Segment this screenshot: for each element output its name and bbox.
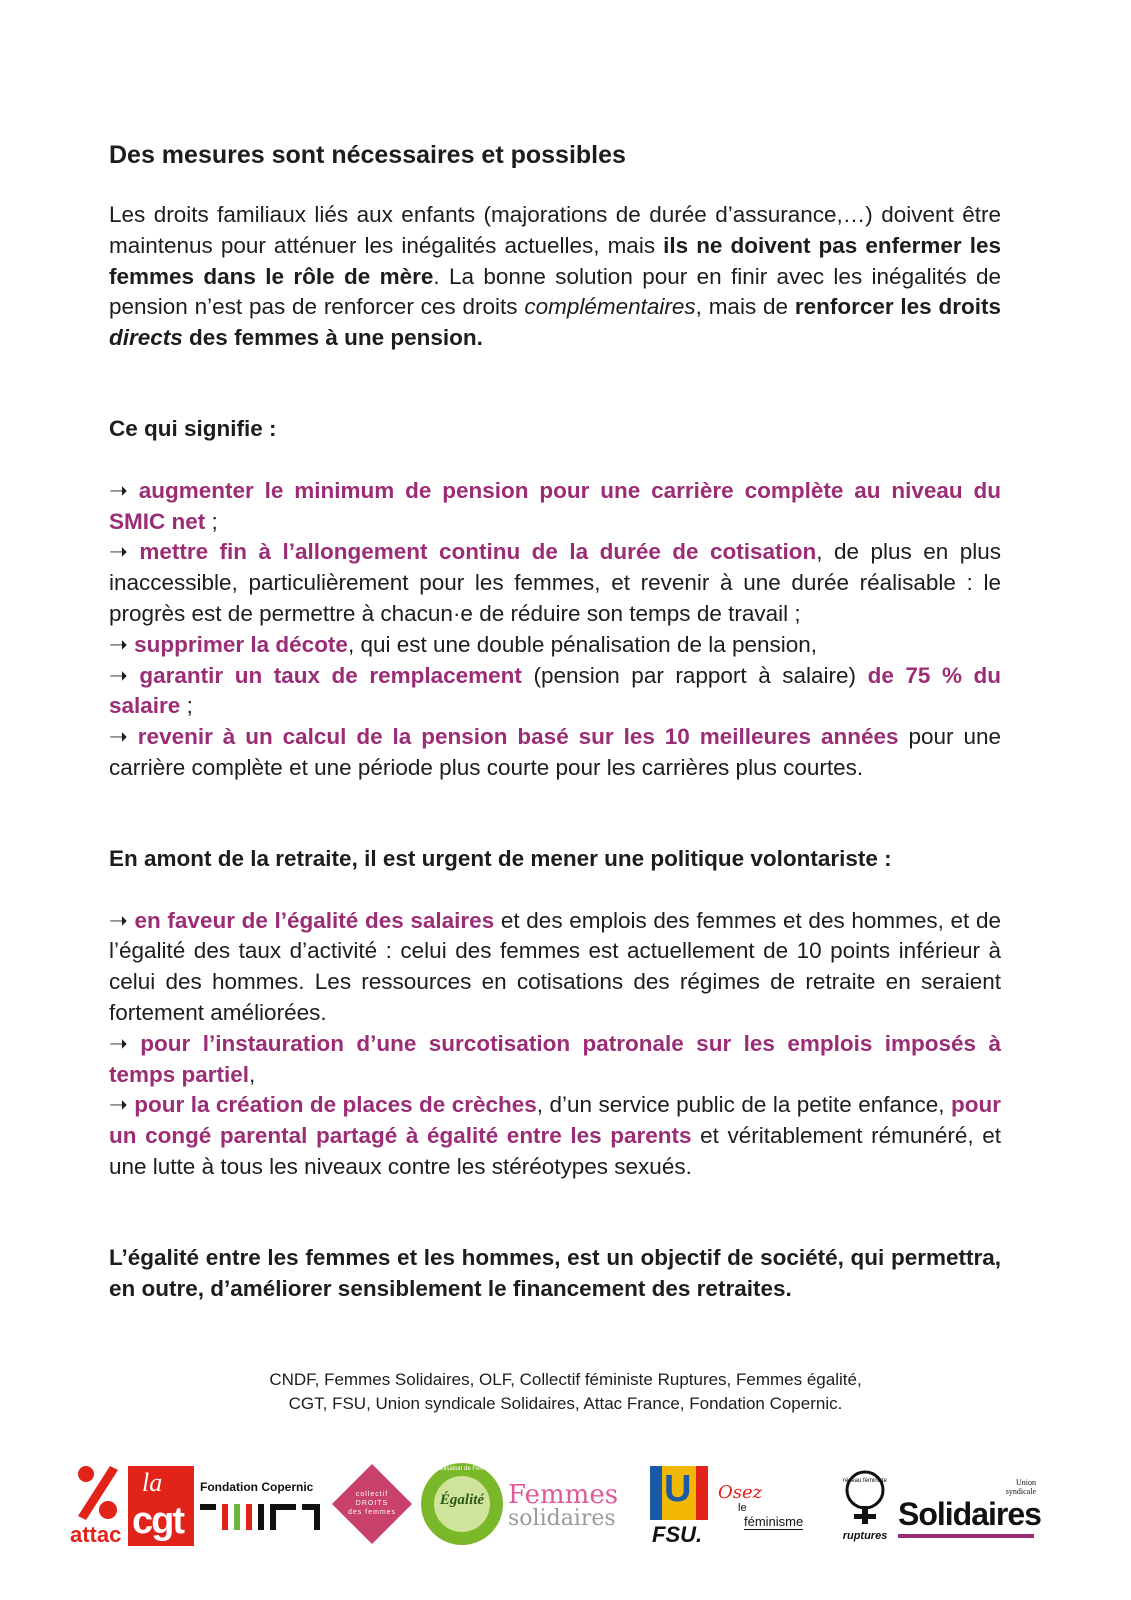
section1-item-2 [109,537,1001,629]
attac-label: attac [70,1522,122,1547]
section1-title: Ce qui signifie : [109,415,277,441]
osez-label: Osez [718,1482,763,1503]
egalite-ring-text: Organisation de Femmes [428,1466,496,1472]
femmes-solidaires-bottom: solidaires [508,1506,616,1531]
egalite-label: Égalité [439,1492,485,1508]
arrow-icon: ➝ [109,1092,128,1118]
logo-bar [70,1460,1070,1570]
item-text: (pension par rapport à salaire) [521,662,868,688]
cgt-label: cgt [132,1500,183,1542]
item-text: , [249,1061,256,1087]
droits-des-femmes-logo [332,1464,412,1544]
arrow-icon: ➝ [109,724,128,750]
signatories [0,1368,1131,1416]
arrow-icon: ➝ [109,631,128,657]
ruptures-top: réseau féministe [842,1478,888,1484]
item-highlight: augmenter le minimum de pension pour une carrière complète au niveau du SMIC net [109,477,1001,534]
item-highlight: garantir un taux de remplacement [139,662,522,688]
fsu-label: FSU. [652,1522,703,1547]
item-text: et des emplois des femmes et des hommes, et de l’égalité des taux d’activité : celui des femmes est actuellement de 10 points inférieur à celui des hommes. Les ressources en cotisations des régimes de retraite en seraient fortement améliorées. [109,907,1001,1025]
arrow-icon: ➝ [109,477,128,503]
intro-bold-1: ils ne doivent pas enfermer les femmes dans le rôle de mère [109,232,1001,289]
arrow-icon: ➝ [109,539,128,565]
section1-item-1 [109,476,1001,538]
osez-le-feminisme-logo [718,1482,830,1538]
item-highlight: en faveur de l’égalité des salaires [134,907,495,933]
osez-feminisme: féminisme [744,1514,804,1529]
item-highlight-2: de 75 % du salaire [109,662,1001,719]
intro-italic: complémentaires [524,294,696,320]
femmes-solidaires-top: Femmes [508,1480,619,1510]
intro-bold-2b: des femmes à une pension. [182,325,483,351]
item-highlight: mettre fin à l’allongement continu de la durée de cotisation [139,539,817,565]
cgt-logo [128,1466,194,1546]
item-text: , de plus en plus inaccessible, particulièrement pour les femmes, et revenir à une durée réalisable : le progrès est de permettre à chacun·e de réduire son temps de travail ; [109,539,1001,626]
copernic-label: Fondation Copernic [200,1480,314,1494]
signatories-line-2: CGT, FSU, Union syndicale Solidaires, Attac France, Fondation Copernic. [288,1394,843,1413]
signatories-line-1: CNDF, Femmes Solidaires, OLF, Collectif féministe Ruptures, Femmes égalité, [269,1370,862,1389]
arrow-icon: ➝ [109,1030,128,1056]
section2-item-3 [109,1090,1001,1182]
section2-title: En amont de la retraite, il est urgent de mener une politique volontariste : [109,845,892,871]
intro-bold-2a: renforcer les droits [794,294,1001,320]
intro-text-2: . La bonne solution pour en finir avec les inégalités de pension n’est pas de renforcer ces droits [109,263,1001,320]
solidaires-syndicale: syndicale [1005,1487,1036,1496]
intro-text-1: Les droits familiaux liés aux enfants (majorations de durée d’assurance,…) doivent être maintenus pour atténuer les inégalités actuelles, mais [109,202,1001,258]
conclusion: L’égalité entre les femmes et les hommes, est un objectif de société, qui permettra, en outre, d’améliorer sensiblement le financement des retraites. [109,1244,1001,1301]
item-text: , d’un service public de la petite enfance, [536,1092,951,1118]
intro-bold-italic: directs [109,325,183,351]
item-highlight-2: pour un congé parental partagé à égalité entre les parents [109,1092,1001,1149]
item-text: ; [205,508,218,534]
attac-logo [70,1460,128,1550]
arrow-icon: ➝ [109,907,128,933]
section1-item-4 [109,661,1001,723]
droits-line-3: des femmes [347,1509,397,1516]
arrow-icon: ➝ [109,662,128,688]
solidaires-union: Union [1016,1478,1036,1487]
item-highlight: revenir à un calcul de la pension basé sur les 10 meilleures années [137,724,899,750]
egalite-logo [420,1462,504,1546]
document-body [109,138,1001,1304]
droits-line-2: DROITS [355,1500,389,1507]
item-highlight: pour la création de places de crèches [134,1092,537,1118]
item-highlight: pour l’instauration d’une surcotisation patronale sur les emplois imposés à temps partiel [109,1030,1001,1087]
fsu-logo [650,1466,708,1546]
intro-paragraph [109,200,1001,354]
intro-text-3: , mais de [695,294,795,320]
ruptures-label: ruptures [842,1530,888,1542]
femmes-solidaires-logo [508,1482,640,1538]
section1-item-5 [109,722,1001,784]
item-text: et véritablement rémunéré, et une lutte à tous les niveaux contre les stéréotypes sexués. [109,1123,1001,1179]
droits-line-1: collectif [355,1491,389,1498]
section2-item-2 [109,1029,1001,1091]
cgt-la: la [142,1468,163,1497]
ruptures-logo [838,1470,892,1550]
page-title: Des mesures sont nécessaires et possibles [109,141,626,169]
copernic-logo [200,1480,330,1540]
section2-item-1 [109,906,1001,1029]
item-text: ; [180,693,193,719]
item-text: pour une carrière complète et une période plus courte pour les carrières plus courtes. [109,724,1001,780]
section1-item-3 [109,630,1001,661]
item-text: , qui est une double pénalisation de la pension, [347,631,818,657]
solidaires-underline [898,1534,1034,1538]
fsu-u: U [664,1468,692,1510]
solidaires-label: Solidaires [898,1496,1041,1532]
solidaires-logo [898,1478,1041,1540]
item-highlight: supprimer la décote [134,631,348,657]
osez-le: le [738,1502,747,1514]
